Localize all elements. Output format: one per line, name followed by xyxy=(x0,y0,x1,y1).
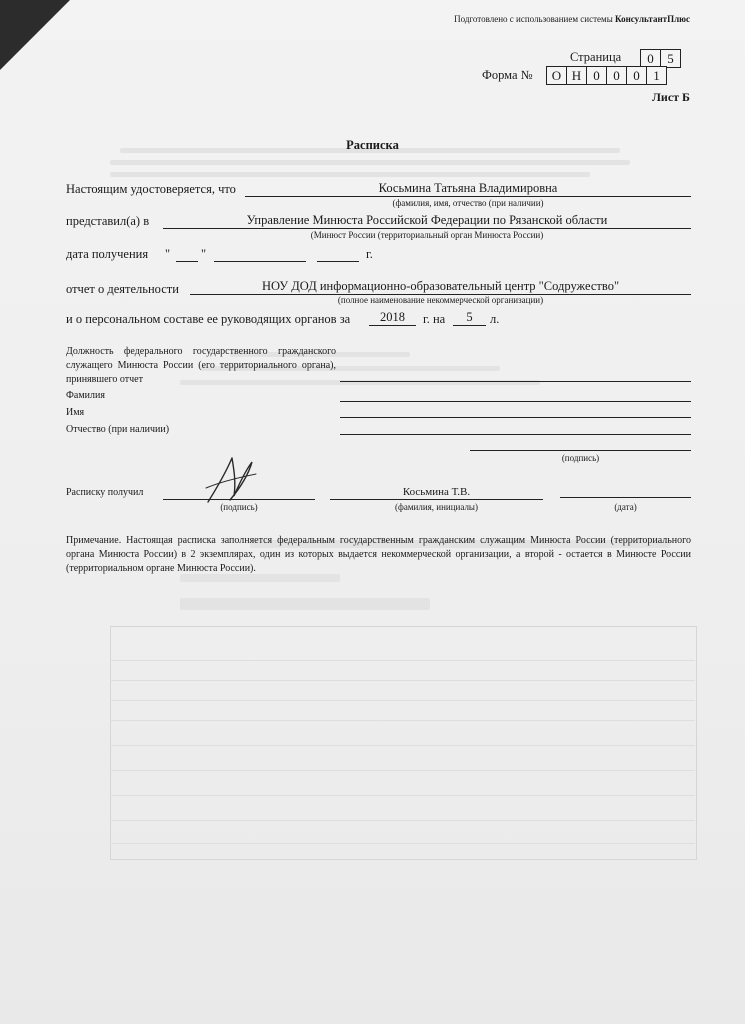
date-close-quote: " xyxy=(201,247,207,261)
bleed-through-table-line xyxy=(110,843,695,844)
personnel-year-for: г. на xyxy=(423,312,446,326)
form-char-5: 0 xyxy=(626,66,647,85)
document-title: Расписка xyxy=(346,138,399,152)
official-name-underline xyxy=(340,417,691,418)
official-name-label: Имя xyxy=(66,407,85,418)
date-month-underline xyxy=(214,261,306,262)
bleed-through-table-line xyxy=(110,745,695,746)
certify-hint: (фамилия, имя, отчество (при наличии) xyxy=(392,198,544,208)
bleed-through-text xyxy=(180,598,430,610)
personnel-label: и о персональном составе ее руководящих органов за xyxy=(66,312,351,326)
bleed-through-table-line xyxy=(110,700,695,701)
submitted-label: представил(а) в xyxy=(66,214,150,228)
report-hint: (полное наименование некоммерческой организации) xyxy=(337,295,544,305)
personnel-months-suffix: л. xyxy=(490,312,500,326)
official-signature-underline xyxy=(470,450,691,451)
page-digit-1: 0 xyxy=(640,49,661,68)
date-year-suffix: г. xyxy=(366,247,373,261)
official-patronymic-underline xyxy=(340,434,691,435)
personnel-year-underline xyxy=(369,325,416,326)
submitted-value: Управление Минюста Российской Федерации по Рязанской области xyxy=(246,213,608,227)
official-position-underline xyxy=(340,381,691,382)
personnel-months: 5 xyxy=(466,310,473,324)
bleed-through-table-line xyxy=(110,820,695,821)
bleed-through-table-line xyxy=(110,660,695,661)
date-year-underline xyxy=(317,261,359,262)
page-digit-2: 5 xyxy=(660,49,681,68)
receipt-name-hint: (фамилия, инициалы) xyxy=(395,502,478,512)
receipt-name-value: Косьмина Т.В. xyxy=(402,486,471,498)
report-label: отчет о деятельности xyxy=(66,282,179,296)
personnel-months-underline xyxy=(453,325,486,326)
personnel-year: 2018 xyxy=(380,310,405,324)
receipt-received-label: Расписку получил xyxy=(66,487,144,498)
official-surname-underline xyxy=(340,401,691,402)
bleed-through-text xyxy=(110,172,590,177)
bleed-through-table xyxy=(110,626,697,860)
bleed-through-table-line xyxy=(110,720,695,721)
header-note: Подготовлено с использованием системы КонсультантПлюс xyxy=(454,14,690,24)
official-surname-label: Фамилия xyxy=(66,390,105,401)
receipt-date-underline xyxy=(560,497,691,498)
official-position-label: Должность федерального государственного гражданского служащего Минюста России (его территориального органа), принявшего отчет xyxy=(66,346,336,385)
note-paragraph: Примечание. Настоящая расписка заполняется федеральным государственным гражданским служащим Минюста России (территориального органа Минюста России) в 2 экземплярах, один из которых выдается некоммерческой организации, а второй - остается в Минюсте России (территориальном органе Минюста России). xyxy=(66,535,691,574)
form-char-3: 0 xyxy=(586,66,607,85)
certify-label: Настоящим удостоверяется, что xyxy=(66,182,236,196)
page-label: Страница xyxy=(570,50,622,64)
form-char-4: 0 xyxy=(606,66,627,85)
report-value: НОУ ДОД информационно-образовательный центр "Содружество" xyxy=(261,279,620,293)
bleed-through-table-line xyxy=(110,770,695,771)
system-name: КонсультантПлюс xyxy=(615,14,690,24)
submitted-hint: (Минюст России (территориальный орган Минюста России) xyxy=(310,230,544,240)
form-label: Форма № xyxy=(482,68,533,82)
date-received-label: дата получения xyxy=(66,247,149,261)
form-char-6: 1 xyxy=(646,66,667,85)
receipt-signature-underline xyxy=(163,499,315,500)
official-patronymic-label: Отчество (при наличии) xyxy=(66,424,170,435)
bleed-through-table-line xyxy=(110,680,695,681)
folded-corner xyxy=(0,0,70,70)
receipt-date-hint: (дата) xyxy=(614,502,637,512)
sheet-label: Лист Б xyxy=(651,90,690,104)
bleed-through-text xyxy=(110,160,630,165)
date-open-quote: " xyxy=(165,247,171,261)
form-char-1: О xyxy=(546,66,567,85)
receipt-name-underline xyxy=(330,499,543,500)
receipt-signature-hint: (подпись) xyxy=(220,502,258,512)
submitted-underline xyxy=(163,228,691,229)
official-signature-hint: (подпись) xyxy=(561,453,600,463)
form-char-2: Н xyxy=(566,66,587,85)
date-day-underline xyxy=(176,261,198,262)
certify-underline xyxy=(245,196,691,197)
bleed-through-table-line xyxy=(110,795,695,796)
form-number-boxes xyxy=(547,66,667,85)
certify-value: Косьмина Татьяна Владимировна xyxy=(378,181,558,195)
